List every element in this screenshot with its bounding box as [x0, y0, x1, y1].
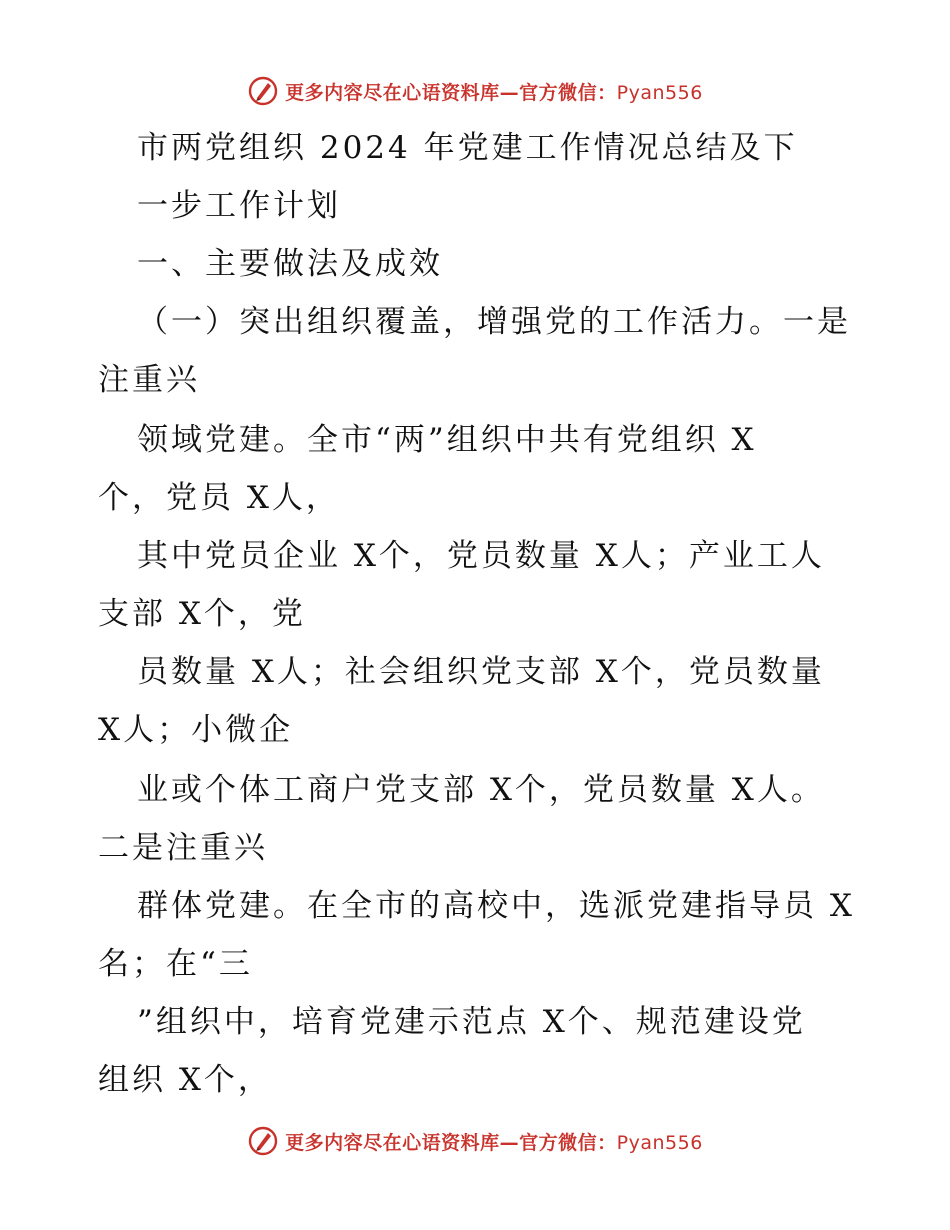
- header-watermark-banner: [0, 71, 950, 111]
- paragraph-line: 支部 X个，党: [98, 596, 306, 632]
- paragraph-line: 业或个体工商户党支部 X个，党员数量 X人。: [137, 772, 825, 808]
- watermark-text: 更多内容尽在心语资料库—官方微信：Pyan556: [285, 1131, 703, 1154]
- paragraph-line: 其中党员企业 X个，党员数量 X人；产业工人: [137, 538, 825, 574]
- paragraph-line: 注重兴: [98, 362, 200, 398]
- paragraph-line: （一）突出组织覆盖，增强党的工作活力。一是: [137, 304, 851, 340]
- section-heading: 一、主要做法及成效: [137, 246, 443, 282]
- footer-watermark-banner: [0, 1121, 950, 1161]
- paragraph-line: 个，党员 X人，: [98, 480, 340, 516]
- paragraph-line: 员数量 X人；社会组织党支部 X个，党员数量: [137, 654, 825, 690]
- watermark-text: 更多内容尽在心语资料库—官方微信：Pyan556: [285, 81, 703, 104]
- paragraph-line: X人；小微企: [98, 712, 294, 748]
- pen-logo-icon: [247, 1125, 279, 1157]
- title-line-2: 一步工作计划: [137, 188, 341, 224]
- paragraph-line: 二是注重兴: [98, 830, 268, 866]
- paragraph-line: ”组织中，培育党建示范点 X个、规范建设党: [137, 1004, 806, 1040]
- pen-logo-icon: [247, 75, 279, 107]
- paragraph-line: 领域党建。全市“两”组织中共有党组织 X: [137, 422, 757, 458]
- paragraph-line: 名；在“三: [98, 946, 253, 982]
- paragraph-line: 群体党建。在全市的高校中，选派党建指导员 X: [137, 888, 855, 924]
- paragraph-line: 组织 X个，: [98, 1062, 272, 1098]
- title-line-1: 市两党组织 2024 年党建工作情况总结及下: [137, 130, 798, 166]
